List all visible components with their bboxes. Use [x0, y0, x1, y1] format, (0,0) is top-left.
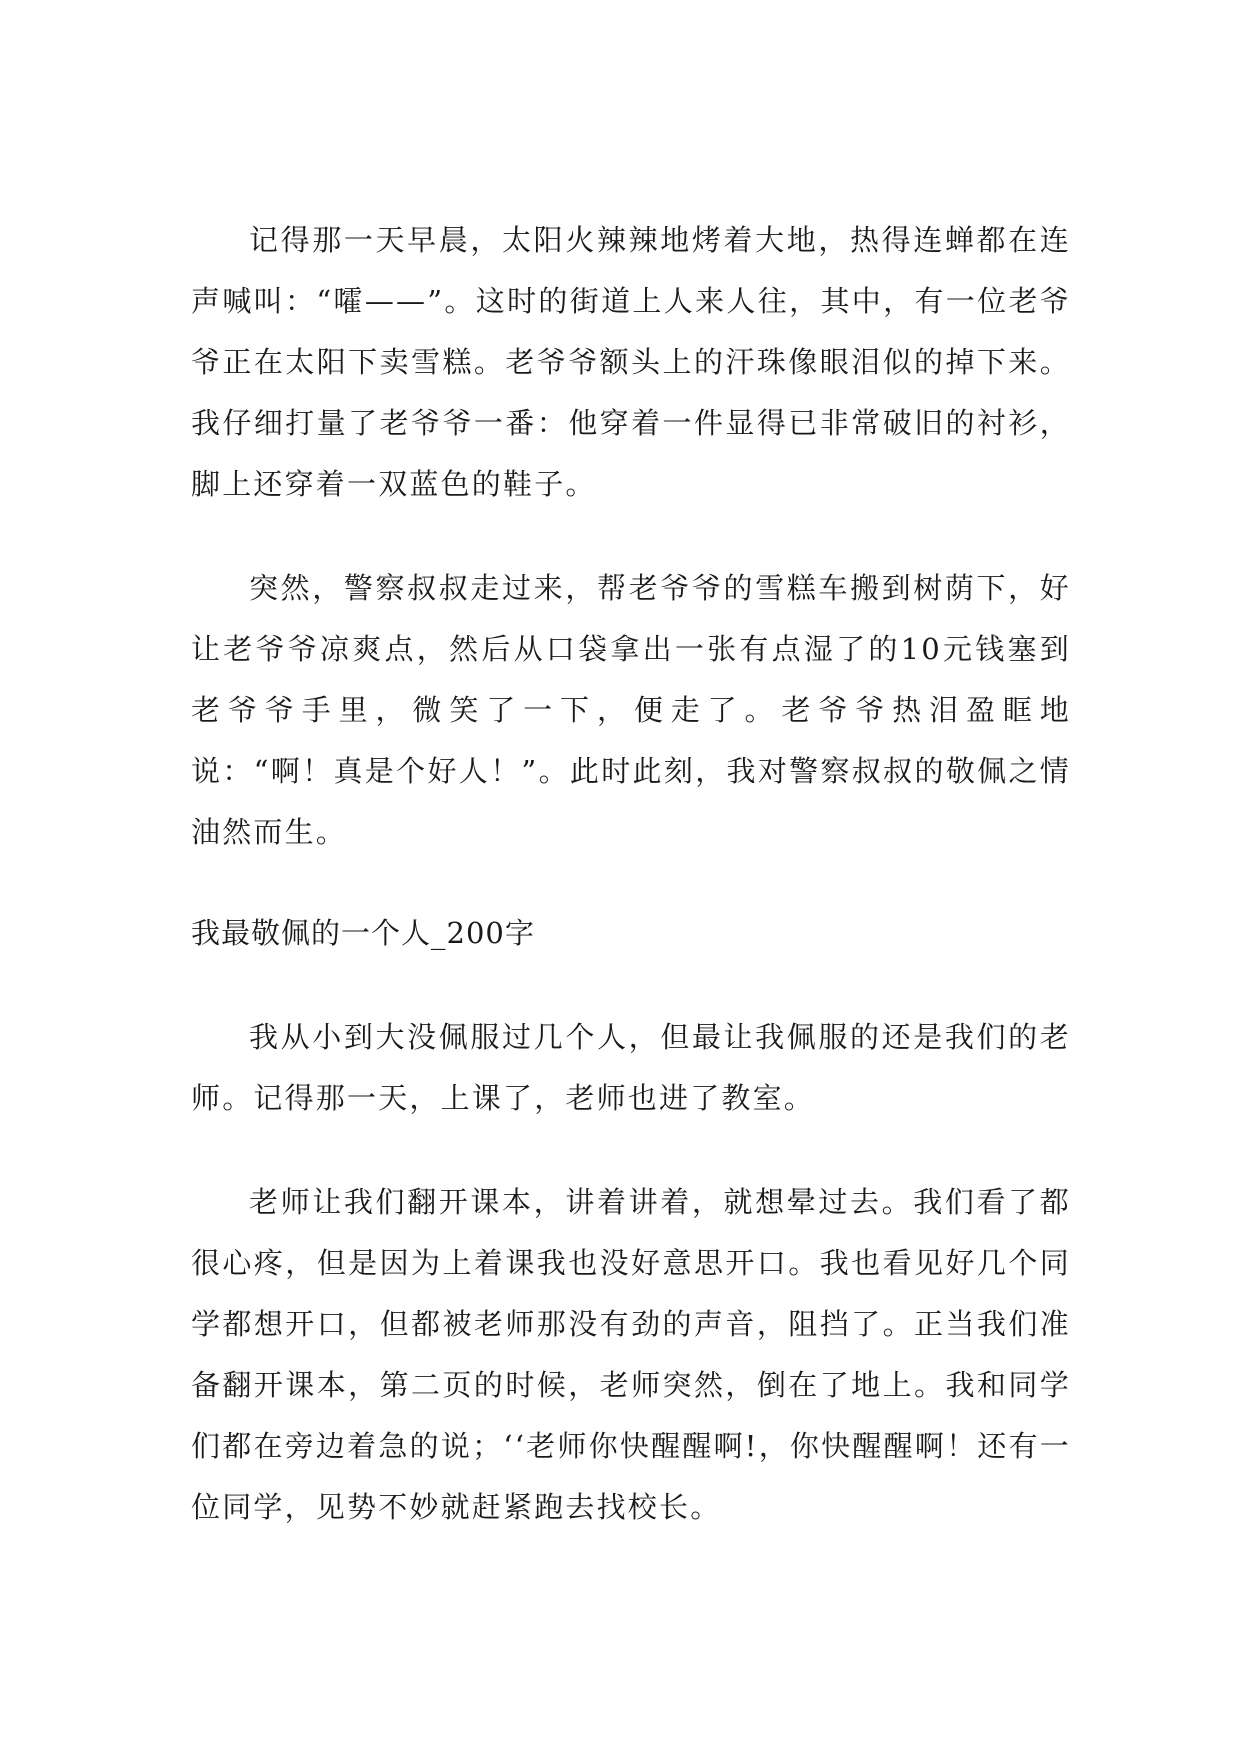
paragraph-4: 老师让我们翻开课本，讲着讲着，就想晕过去。我们看了都很心疼，但是因为上着课我也没好意思开口。我也看见好几个同学都想开口，但都被老师那没有劲的声音，阻挡了。正当我们准备翻开课本，第二页的时候，老师突然，倒在了地上。我和同学们都在旁边着急的说；‘‘老师你快醒醒啊!，你快醒醒啊！还有一位同学，见势不妙就赶紧跑去找校长。 — [191, 1185, 1071, 1524]
document-page — [191, 210, 1071, 1538]
paragraph-1: 记得那一天早晨，太阳火辣辣地烤着大地，热得连蝉都在连声喊叫：“嚯——”。这时的街道上人来人往，其中，有一位老爷爷正在太阳下卖雪糕。老爷爷额头上的汗珠像眼泪似的掉下来。我仔细打量了老爷爷一番：他穿着一件显得已非常破旧的衬衫，脚上还穿着一双蓝色的鞋子。 — [191, 223, 1071, 501]
paragraph-3: 我从小到大没佩服过几个人，但最让我佩服的还是我们的老师。记得那一天，上课了，老师也进了教室。 — [191, 1020, 1071, 1115]
paragraph-2: 突然，警察叔叔走过来，帮老爷爷的雪糕车搬到树荫下，好让老爷爷凉爽点，然后从口袋拿出一张有点湿了的10元钱塞到老爷爷手里，微笑了一下，便走了。老爷爷热泪盈眶地说：“啊！真是个好人！”。此时此刻，我对警察叔叔的敬佩之情油然而生。 — [191, 571, 1071, 849]
section-title: 我最敬佩的一个人_200字 — [191, 916, 535, 950]
